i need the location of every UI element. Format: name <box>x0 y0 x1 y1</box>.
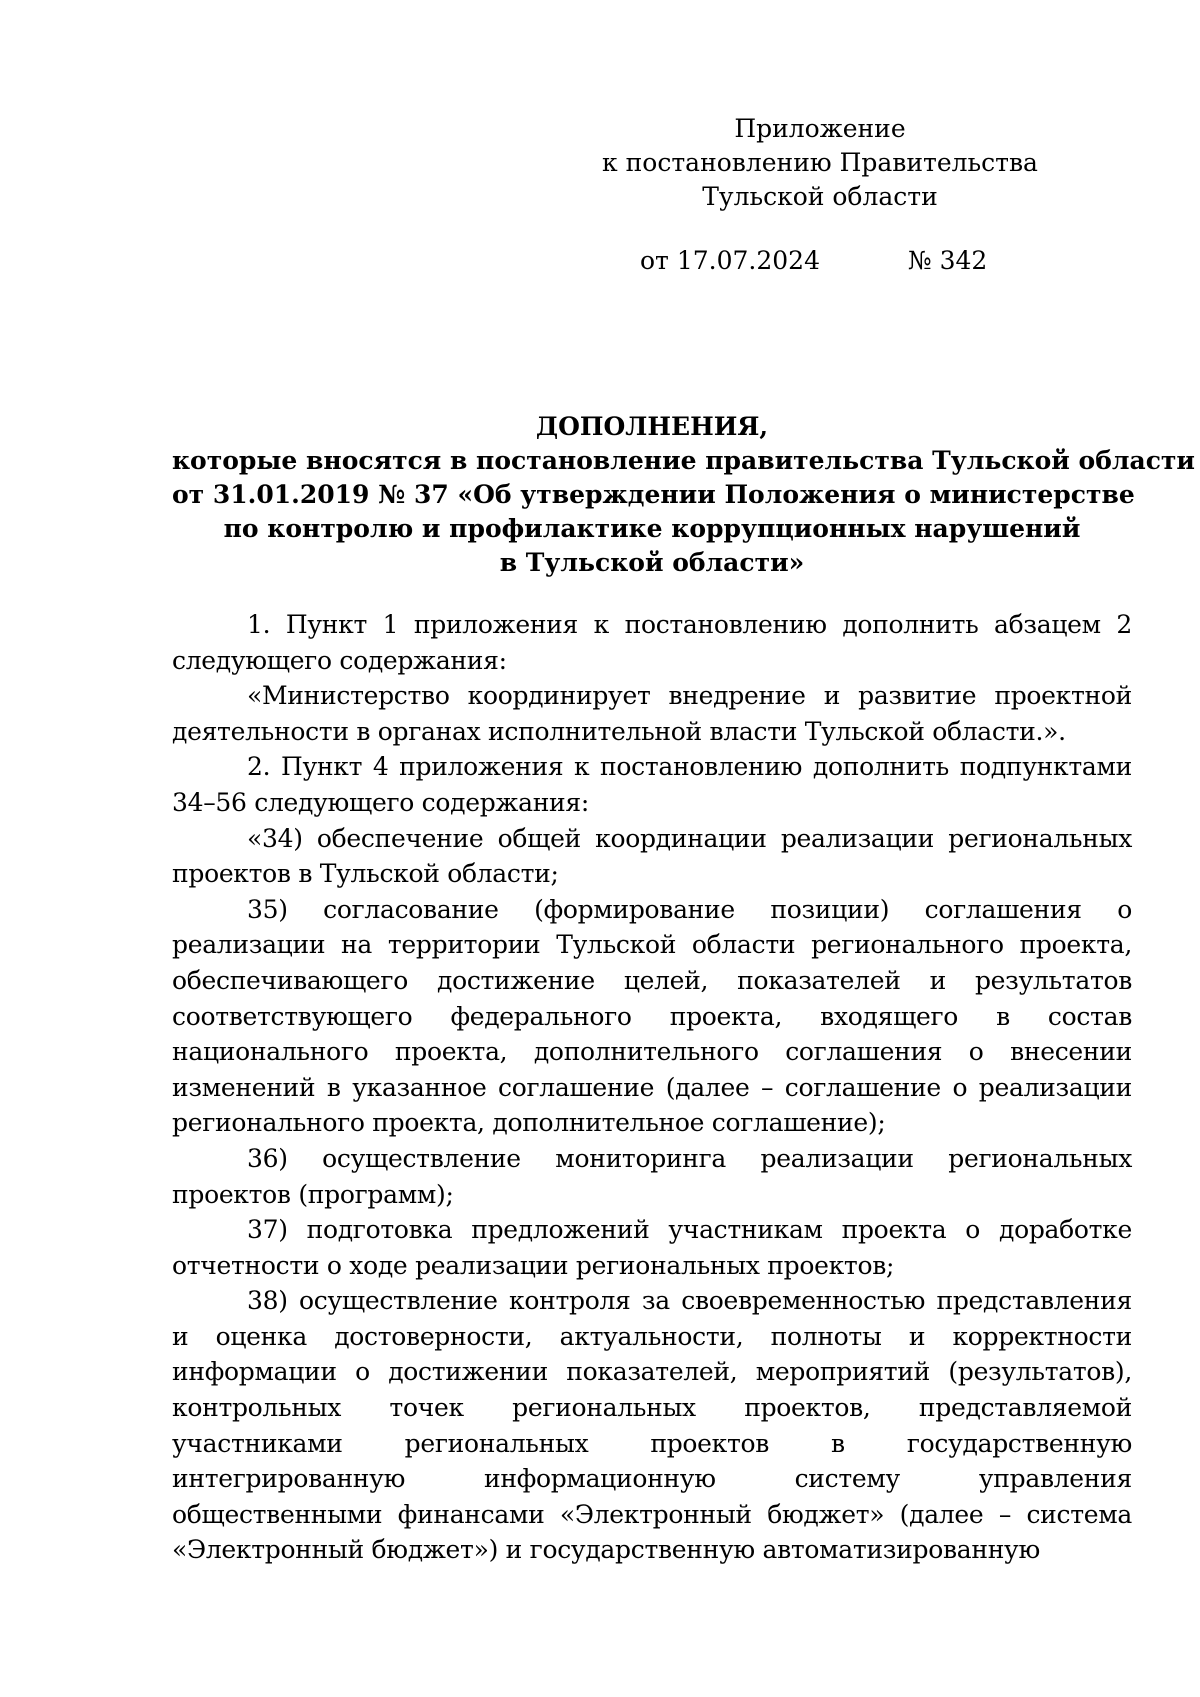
heading-line: в Тульской области» <box>499 548 805 577</box>
approval-number: № 342 <box>908 246 988 275</box>
approval-region: Тульской области <box>702 182 938 211</box>
paragraph: 1. Пункт 1 приложения к постановлению дополнить абзацем 2 следующего содержания: <box>172 610 1132 675</box>
approval-subtitle: к постановлению Правительства <box>602 148 1038 177</box>
approval-date: от 17.07.2024 <box>640 246 820 275</box>
approval-title: Приложение <box>734 114 906 143</box>
paragraph: 2. Пункт 4 приложения к постановлению дополнить подпунктами 34–56 следующего содержания: <box>172 752 1132 817</box>
document-body <box>172 607 1132 1568</box>
paragraph: 35) согласование (формирование позиции) соглашения о реализации на территории Тульской области регионального проекта, обеспечивающего достижение целей, показателей и результатов соответствующего федерального проекта, входящего в состав национального проекта, дополнительного соглашения о внесении изменений в указанное соглашение (далее – соглашение о реализации регионального проекта, дополнительное соглашение); <box>172 894 1132 1138</box>
heading-line: которые вносятся в постановление правительства Тульской области <box>172 446 1195 475</box>
heading-line: по контролю и профилактике коррупционных нарушений <box>223 514 1081 543</box>
heading-line: от 31.01.2019 № 37 «Об утверждении Положения о министерстве <box>172 480 1135 509</box>
document-heading <box>172 410 1195 580</box>
paragraph: «34) обеспечение общей координации реализации региональных проектов в Тульской области; <box>172 823 1132 889</box>
paragraph: 38) осуществление контроля за своевременностью представления и оценка достоверности, актуальности, полноты и корректности информации о достижении показателей, мероприятий (результатов), контрольных точек региональных проектов, представляемой участниками региональных проектов в государственную интегрированную информационную систему управления общественными финансами «Электронный бюджет» (далее – система «Электронный бюджет») и государственную автоматизированную <box>172 1286 1132 1565</box>
paragraph: 37) подготовка предложений участникам проекта о доработке отчетности о ходе реализации региональных проектов; <box>172 1215 1132 1280</box>
paragraph: «Министерство координирует внедрение и развитие проектной деятельности в органах исполнительной власти Тульской области.». <box>172 681 1132 746</box>
paragraph: 36) осуществление мониторинга реализации региональных проектов (программ); <box>172 1143 1132 1209</box>
approval-stamp <box>600 112 1040 214</box>
heading-title: ДОПОЛНЕНИЯ, <box>535 412 769 441</box>
